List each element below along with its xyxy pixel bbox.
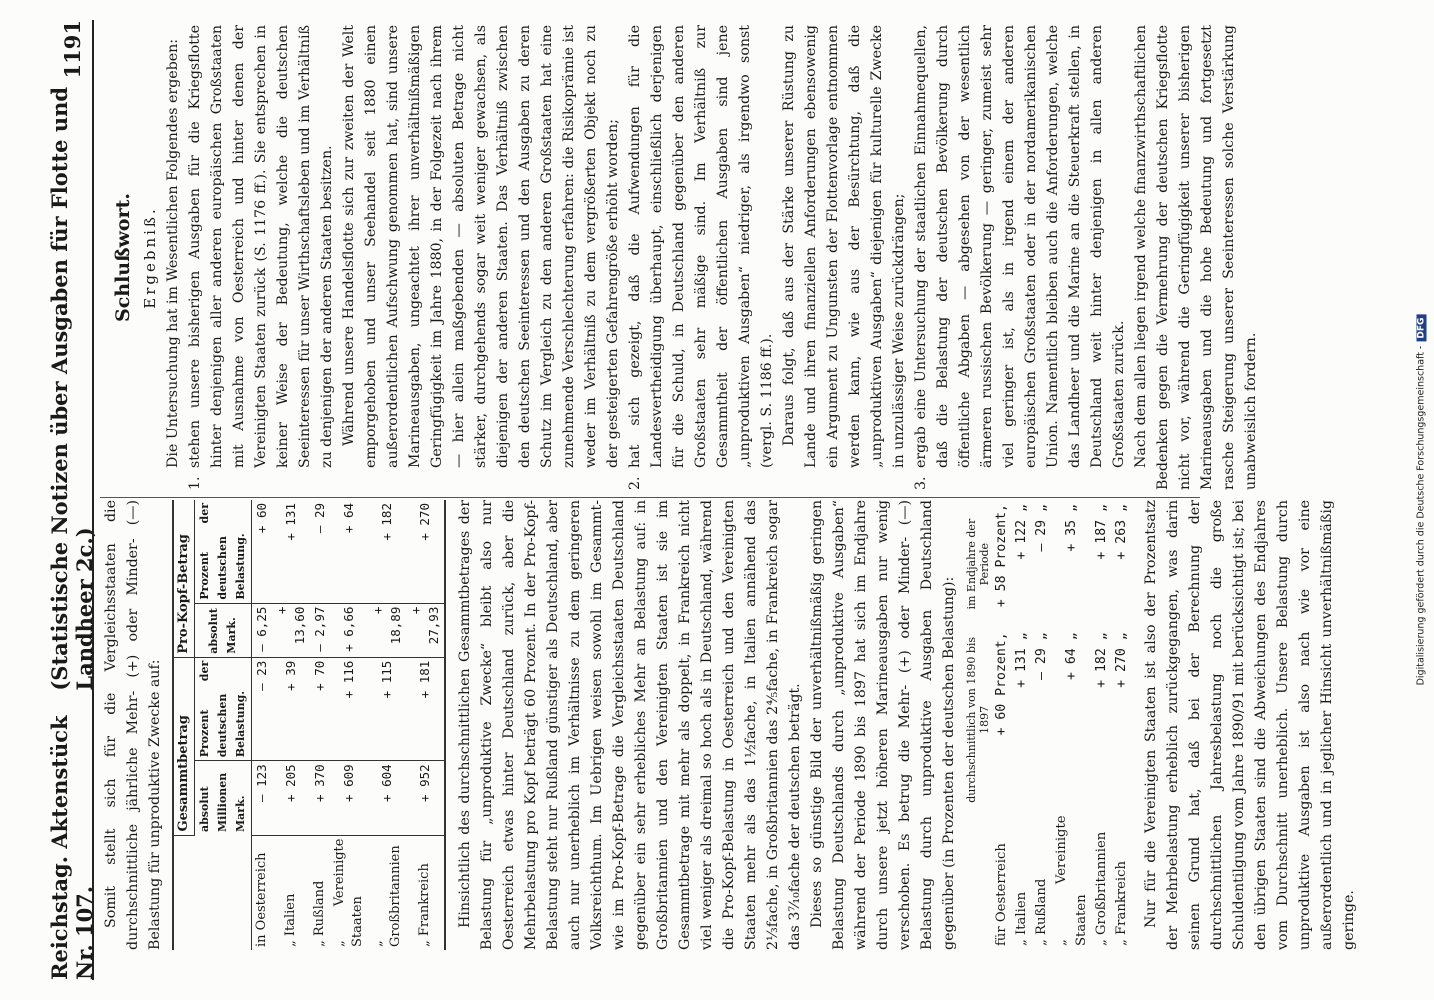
page-number: 1191 — [59, 20, 85, 79]
finding-number: 1. — [187, 476, 203, 490]
table-row: „ Rußland + 370 + 70 — 2,97 — 29 — [310, 500, 330, 950]
intro-paragraph: Somit stellt sich für die Vergleichsstaaten die durchschnittliche jährliche Mehr- (+) oder Minder- (—) Belastung für unproduktive Zwecke auf: — [103, 500, 163, 950]
list-item: für Oesterreich + 60 Prozent, + 58 Prozent, — [994, 504, 1009, 946]
list-item: „ Großbritannien + 182 „ + 187 „ — [1094, 504, 1109, 946]
col-head-absolute: absolut Millionen Mark. — [195, 761, 252, 835]
running-header — [47, 20, 97, 980]
list-item: „ Italien + 131 „ + 122 „ — [1014, 504, 1029, 946]
column-left — [100, 500, 1357, 950]
col-head-percent: Prozent der deutschen Belastung. — [195, 657, 252, 761]
table-group-total: Gesammtbetrag — [173, 657, 195, 835]
section-heading: Schlußwort. — [112, 193, 134, 323]
summary-intro: Die Untersuchung hat im Wesentlichen Folgendes ergeben: — [165, 38, 181, 468]
finding-number: 2. — [627, 476, 643, 490]
finding-text: Während unsere Handelsflotte sich zur zweiten der Welt emporgehoben und unser Seehandel seit 1880 einen außerordentlichen Aufschwung genommen hat, sind unsere Marineausgaben, ungeachtet ihrer unverhältnißmäßigen Geringfügigkeit im Jahre 1880, in der Folgezeit nach ihrem — hier allein maßgebenden — absoluten Betrage nicht stärker, durchgehends sogar weit weniger gewachsen, als diejenigen der anderen Staaten. Das Verhältniß zwischen den deutschen Seeinteressen und den Ausgaben zu deren Schutz im Vergleich zu den anderen Großstaaten hat eine zunehmende Verschlechterung erfahren: die Risikoprämie ist weder im Verhältniß zu dem vergrößerten Objekt noch zu der gesteigerten Gefahrengröße erhöht worden; — [341, 25, 621, 468]
list-item: „ Frankreich + 270 „ + 263 „ — [1114, 504, 1129, 946]
finding-text: ergab eine Untersuchung der staatlichen Einnahmequellen, daß die Belastung der deutschen Bevölkerung durch öffentliche Abgaben — abgesehen von der wesentlich ärmeren russischen Bevölkerung — geringer, zumeist sehr viel geringer ist, als in irgend einem der anderen europäischen Großstaaten oder in der nordamerikanischen Union. Namentlich bleiben auch die Anforderungen, welche das Landheer und die Marine an die Steuerkraft stellen, in Deutschland weit hinter denjenigen in allen anderen Großstaaten zurück. — [913, 25, 1127, 468]
header-title: (Statistische Notizen über Ausgaben für Flotte und Landheer 2c.) — [47, 86, 97, 691]
digitization-credit — [1416, 315, 1427, 686]
list-head-average: durchschnittlich von 1890 bis 1897 — [965, 636, 991, 803]
percent-list — [964, 500, 1132, 950]
list-head-final-year: im Endjahre der Periode — [965, 518, 991, 610]
table-corner — [173, 835, 252, 950]
finding-number: 3. — [913, 476, 929, 490]
column-right — [100, 25, 1259, 490]
table-row: „ Frankreich + 952 + 181 + 27,93 + 270 — [406, 500, 445, 950]
section-subheading: Ergebniß. — [141, 206, 159, 309]
col-head-percent-pc: Prozent der deutschen Belastung. — [195, 500, 252, 603]
table-row: „ Italien + 205 + 39 + 13,60 + 131 — [272, 500, 310, 950]
header-left: Reichstag. Aktenstück Nr. 107. — [47, 715, 97, 980]
paragraph-shift: Dieses so günstige Bild der unverhältnißmäßig geringen Belastung Deutschlands durch „unproduktive Ausgaben“ während der Periode 1890 bis 1897 hat sich im Endjahre durch unsere jetzt höheren Marineausgaben nur wenig verschoben. Es betrug die Mehr- (+) oder Minder- (—) Belastung durch unproduktive Ausgaben Deutschland gegenüber (in Prozenten der deutschen Belastung): — [809, 500, 957, 950]
table-row: in Oesterreich — 123 — 23 — 6,25 + 60 — [252, 500, 273, 950]
column-divider — [100, 497, 1200, 498]
finding-2 — [624, 25, 910, 490]
credit-text: Digitalisierung gefördert durch die Deutsche Forschungsgemeinschaft - — [1415, 345, 1427, 686]
list-item: „ Vereinigte Staaten + 64 „ + 35 „ — [1054, 504, 1089, 946]
burden-table — [172, 500, 446, 950]
paragraph-comparison: Hinsichtlich des durchschnittlichen Gesammtbetrages der Belastung für „unproduktive Zwecke“ bleibt also nur Oesterreich etwas hinter Deutschland zurück, aber die Mehrbelastung pro Kopf beträgt 60 Prozent. In der Pro-Kopf-Belastung steht nur Rußland günstiger als Deutschland, aber auch nur unerheblich im Verhältnisse zu dem geringeren Volksreichthum. Im Uebrigen weisen sowohl im Gesammt- wie im Pro-Kopf-Betrage die Vergleichsstaaten Deutschland gegenüber ein sehr erhebliches Mehr an Belastung auf: in Großbritannien und den Vereinigten Staaten ist sie im Gesammtbetrage mit mehr als doppelt, in Frankreich nicht viel weniger als dreimal so hoch als in Deutschland, während die Pro-Kopf-Belastung in Oesterreich und den Vereinigten Staaten mehr als das 1½fache, in Italien annähend das 2⅓fache, in Großbritannien das 2⅘fache, in Frankreich sogar das 3⁷⁄₁₀fache der deutschen beträgt. — [457, 500, 803, 950]
finding-text: Daraus folgt, daß aus der Stärke unserer Rüstung zu Lande und ihren finanziellen Anforderungen ebensowenig ein Argument zu Ungunsten der Flottenvorlage entnommen werden kann, wie aus der Besürchtung, daß die „unproduktiven Ausgaben“ diejenigen für kulturelle Zwecke in unzulässiger Weise zurückdrängen; — [781, 25, 907, 468]
finding-1 — [184, 25, 624, 490]
closing-paragraph: Nach dem allen liegen irgend welche finanzwirthschaftlichen Bedenken gegen die Vermehrung der deutschen Kriegsflotte nicht vor, während die Geringfügigkeit unserer bisherigen Marineausgaben und die hohe Bedeutung und fortgesetzt rasche Steigerung unserer Seeinteressen solche Verstärkung unabweislich fordern. — [1133, 25, 1259, 490]
paragraph-conclusion-left: Nur für die Vereinigten Staaten ist also der Prozentsatz der Mehrbelastung erheblich zurückgegangen, was darin seinen Grund hat, daß bei der Berechnung der durchschnittlichen Jahresbelastung noch die große Schuldentilgung vom Jahre 1890/91 mit berücksichtigt ist; bei den übrigen Staaten sind die Abweichungen des Endjahres vom Durchschnitt unerheblich. Unsere Belastung durch unproduktive Ausgaben ist also nach wie vor eine außerordentlich und in jeglicher Hinsicht unverhältnißmäßig geringe. — [1143, 500, 1357, 950]
finding-text: hat sich gezeigt, daß die Aufwendungen für die Landesvertheidigung überhaupt, einschließlich derjenigen für die Schuld, in Deutschland gegenüber den anderen Großstaaten sehr mäßige sind. Im Verhältniß zur Gesammtheit der öffentlichen Ausgaben sind jene „unproduktiven Ausgaben“ niedriger, als irgendwo sonst (vergl. S. 1186 ff.). — [627, 25, 775, 468]
header-rule — [92, 20, 94, 980]
col-head-absolute-pc: absolut Mark. — [195, 603, 252, 657]
table-row: „ Vereinigte Staaten + 609 + 116 + 6,66 + 64 — [330, 500, 368, 950]
list-item: „ Rußland — 29 „ — 29 „ — [1034, 504, 1049, 946]
finding-text: stehen unsere bisherigen Ausgaben für die Kriegsflotte hinter denjenigen aller anderen europäischen Großstaaten mit Ausnahme von Oesterreich und hinter denen der Vereinigten Staaten zurück (S. 1176 ff.). Sie entsprechen in keiner Weise der Bedeutung, welche die deutschen Seeinteressen für unser Wirthschaftsleben und im Verhältniß zu denjenigen der anderen Staaten besitzen. — [187, 25, 335, 468]
finding-3 — [910, 25, 1130, 490]
table-row: „ Großbritannien + 604 + 115 + 18,89 + 182 — [368, 500, 406, 950]
table-group-per-capita: Pro-Kopf-Betrag — [173, 500, 195, 657]
dfg-logo: DFG — [1417, 315, 1427, 342]
